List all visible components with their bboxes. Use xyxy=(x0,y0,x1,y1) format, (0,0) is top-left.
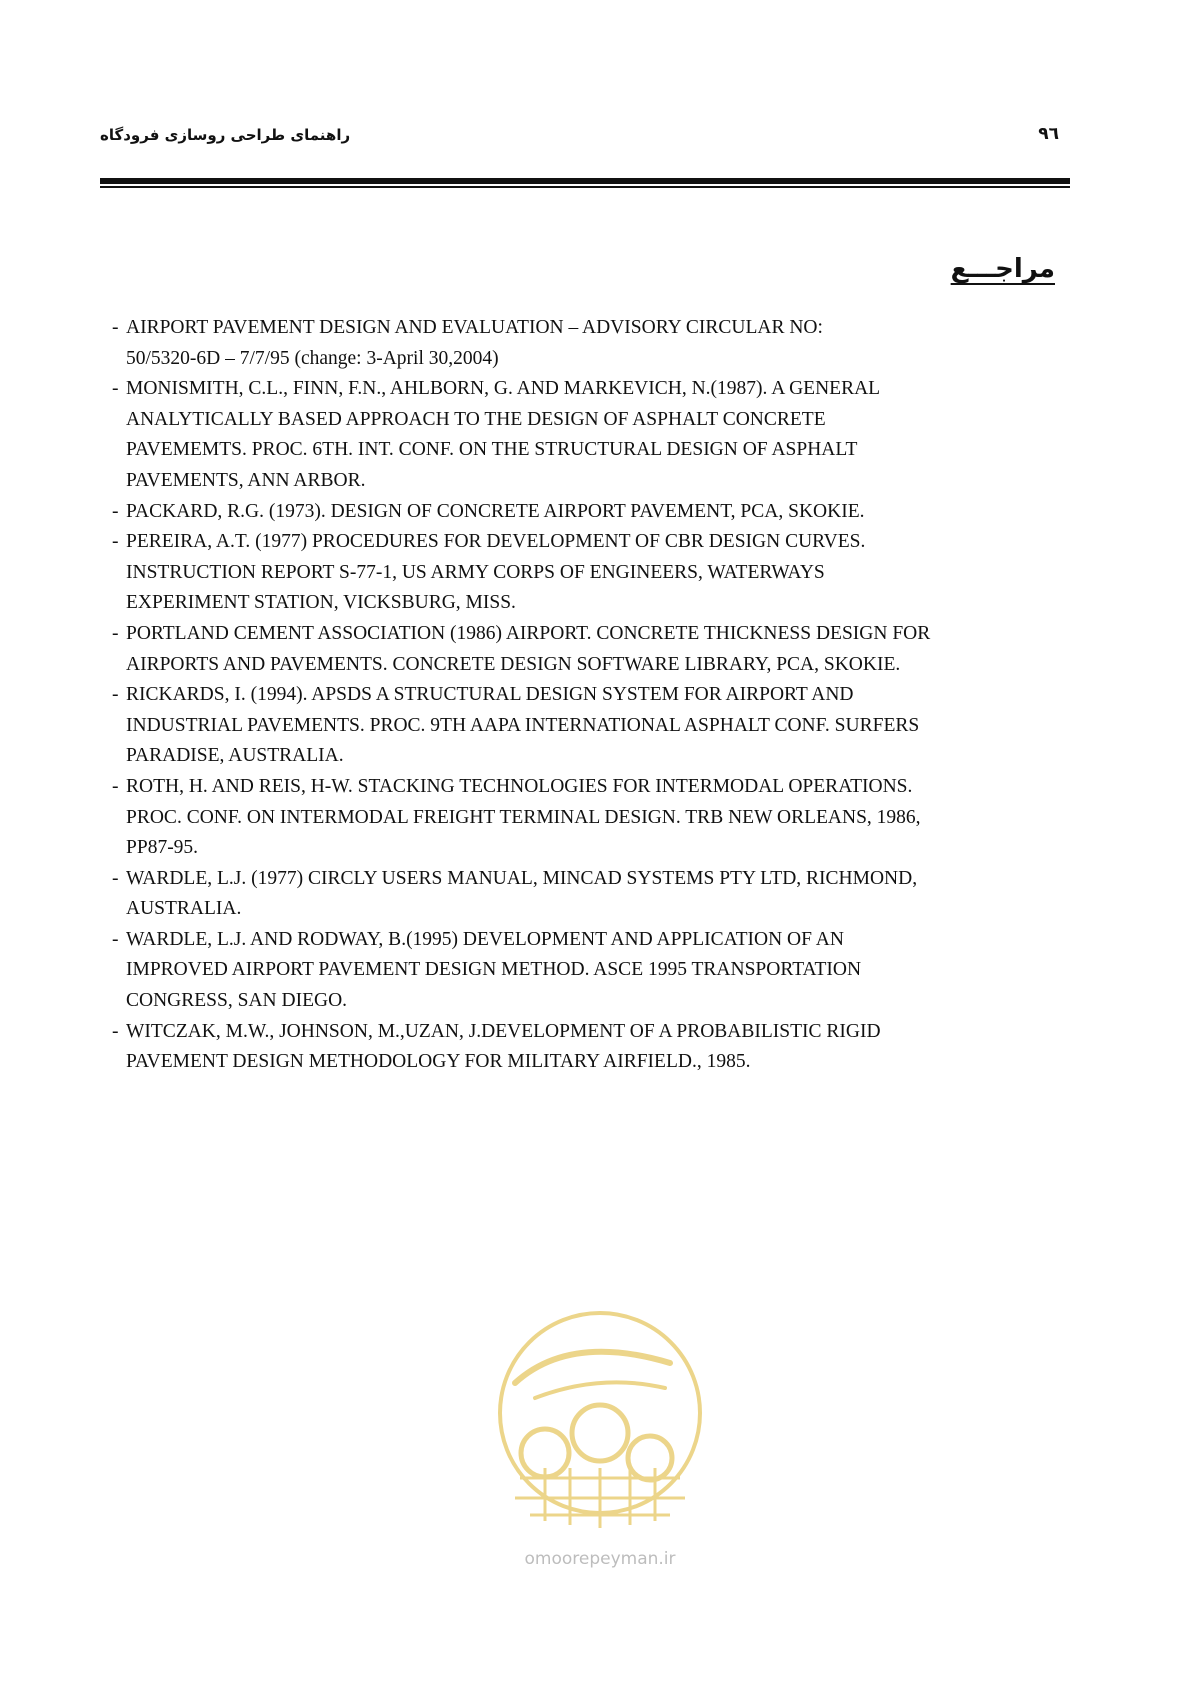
page-number: ۹٦ xyxy=(1038,124,1059,144)
reference-list xyxy=(112,313,1072,1078)
reference-line: PORTLAND CEMENT ASSOCIATION (1986) AIRPORT. CONCRETE THICKNESS DESIGN FOR xyxy=(126,622,931,644)
list-bullet: - xyxy=(112,684,119,706)
reference-item xyxy=(112,374,1072,496)
watermark-logo-icon xyxy=(490,1303,710,1533)
list-bullet: - xyxy=(112,867,119,889)
reference-item xyxy=(112,497,1072,528)
list-bullet: - xyxy=(112,531,119,553)
watermark xyxy=(490,1303,710,1569)
reference-item xyxy=(112,313,1072,374)
list-bullet: - xyxy=(112,378,119,400)
list-bullet: - xyxy=(112,775,119,797)
header-rule-thin xyxy=(100,186,1070,188)
reference-line: WITCZAK, M.W., JOHNSON, M.,UZAN, J.DEVELOPMENT OF A PROBABILISTIC RIGID xyxy=(126,1020,881,1042)
reference-line: AIRPORTS AND PAVEMENTS. CONCRETE DESIGN SOFTWARE LIBRARY, PCA, SKOKIE. xyxy=(126,653,901,675)
reference-line: CONGRESS, SAN DIEGO. xyxy=(126,990,348,1012)
reference-line: ANALYTICALLY BASED APPROACH TO THE DESIGN OF ASPHALT CONCRETE xyxy=(126,408,826,430)
reference-line: PACKARD, R.G. (1973). DESIGN OF CONCRETE AIRPORT PAVEMENT, PCA, SKOKIE. xyxy=(126,500,865,522)
reference-line: AIRPORT PAVEMENT DESIGN AND EVALUATION – ADVISORY CIRCULAR NO: xyxy=(126,317,823,338)
reference-item xyxy=(112,527,1072,619)
reference-item xyxy=(112,772,1072,864)
header-rule-thick xyxy=(100,178,1070,184)
list-bullet: - xyxy=(112,928,119,950)
reference-item xyxy=(112,680,1072,772)
reference-line: ROTH, H. AND REIS, H-W. STACKING TECHNOLOGIES FOR INTERMODAL OPERATIONS. xyxy=(126,775,913,797)
reference-line: PEREIRA, A.T. (1977) PROCEDURES FOR DEVELOPMENT OF CBR DESIGN CURVES. xyxy=(126,531,866,553)
reference-line: INDUSTRIAL PAVEMENTS. PROC. 9TH AAPA INTERNATIONAL ASPHALT CONF. SURFERS xyxy=(126,714,920,736)
list-bullet: - xyxy=(112,1020,119,1042)
reference-line: EXPERIMENT STATION, VICKSBURG, MISS. xyxy=(126,592,516,614)
reference-line: PAVEMENTS, ANN ARBOR. xyxy=(126,469,366,491)
reference-line: RICKARDS, I. (1994). APSDS A STRUCTURAL DESIGN SYSTEM FOR AIRPORT AND xyxy=(126,684,854,706)
reference-item xyxy=(112,1017,1072,1078)
list-bullet: - xyxy=(112,317,119,338)
section-heading: مراجـــع xyxy=(950,254,1055,284)
reference-item xyxy=(112,864,1072,925)
reference-line: PP87-95. xyxy=(126,837,199,859)
reference-line: PROC. CONF. ON INTERMODAL FREIGHT TERMINAL DESIGN. TRB NEW ORLEANS, 1986, xyxy=(126,806,921,828)
list-bullet: - xyxy=(112,622,119,644)
running-header-title: راهنمای طراحی روسازی فرودگاه xyxy=(100,126,351,144)
reference-line: INSTRUCTION REPORT S-77-1, US ARMY CORPS OF ENGINEERS, WATERWAYS xyxy=(126,561,825,583)
list-bullet: - xyxy=(112,500,119,522)
reference-line: PAVEMENT DESIGN METHODOLOGY FOR MILITARY AIRFIELD., 1985. xyxy=(126,1051,751,1073)
reference-item xyxy=(112,925,1072,1017)
reference-line: IMPROVED AIRPORT PAVEMENT DESIGN METHOD. ASCE 1995 TRANSPORTATION xyxy=(126,959,862,981)
reference-line: AUSTRALIA. xyxy=(126,898,242,920)
reference-line: 50/5320-6D – 7/7/95 (change: 3-April 30,2004) xyxy=(126,347,499,369)
reference-line: WARDLE, L.J. (1977) CIRCLY USERS MANUAL, MINCAD SYSTEMS PTY LTD, RICHMOND, xyxy=(126,867,918,889)
reference-line: MONISMITH, C.L., FINN, F.N., AHLBORN, G. AND MARKEVICH, N.(1987). A GENERAL xyxy=(126,378,881,400)
reference-line: PAVEMEMTS. PROC. 6TH. INT. CONF. ON THE STRUCTURAL DESIGN OF ASPHALT xyxy=(126,439,858,461)
watermark-url: omoorepeyman.ir xyxy=(524,1549,676,1569)
reference-line: PARADISE, AUSTRALIA. xyxy=(126,745,344,767)
reference-line: WARDLE, L.J. AND RODWAY, B.(1995) DEVELOPMENT AND APPLICATION OF AN xyxy=(126,928,844,950)
reference-item xyxy=(112,619,1072,680)
